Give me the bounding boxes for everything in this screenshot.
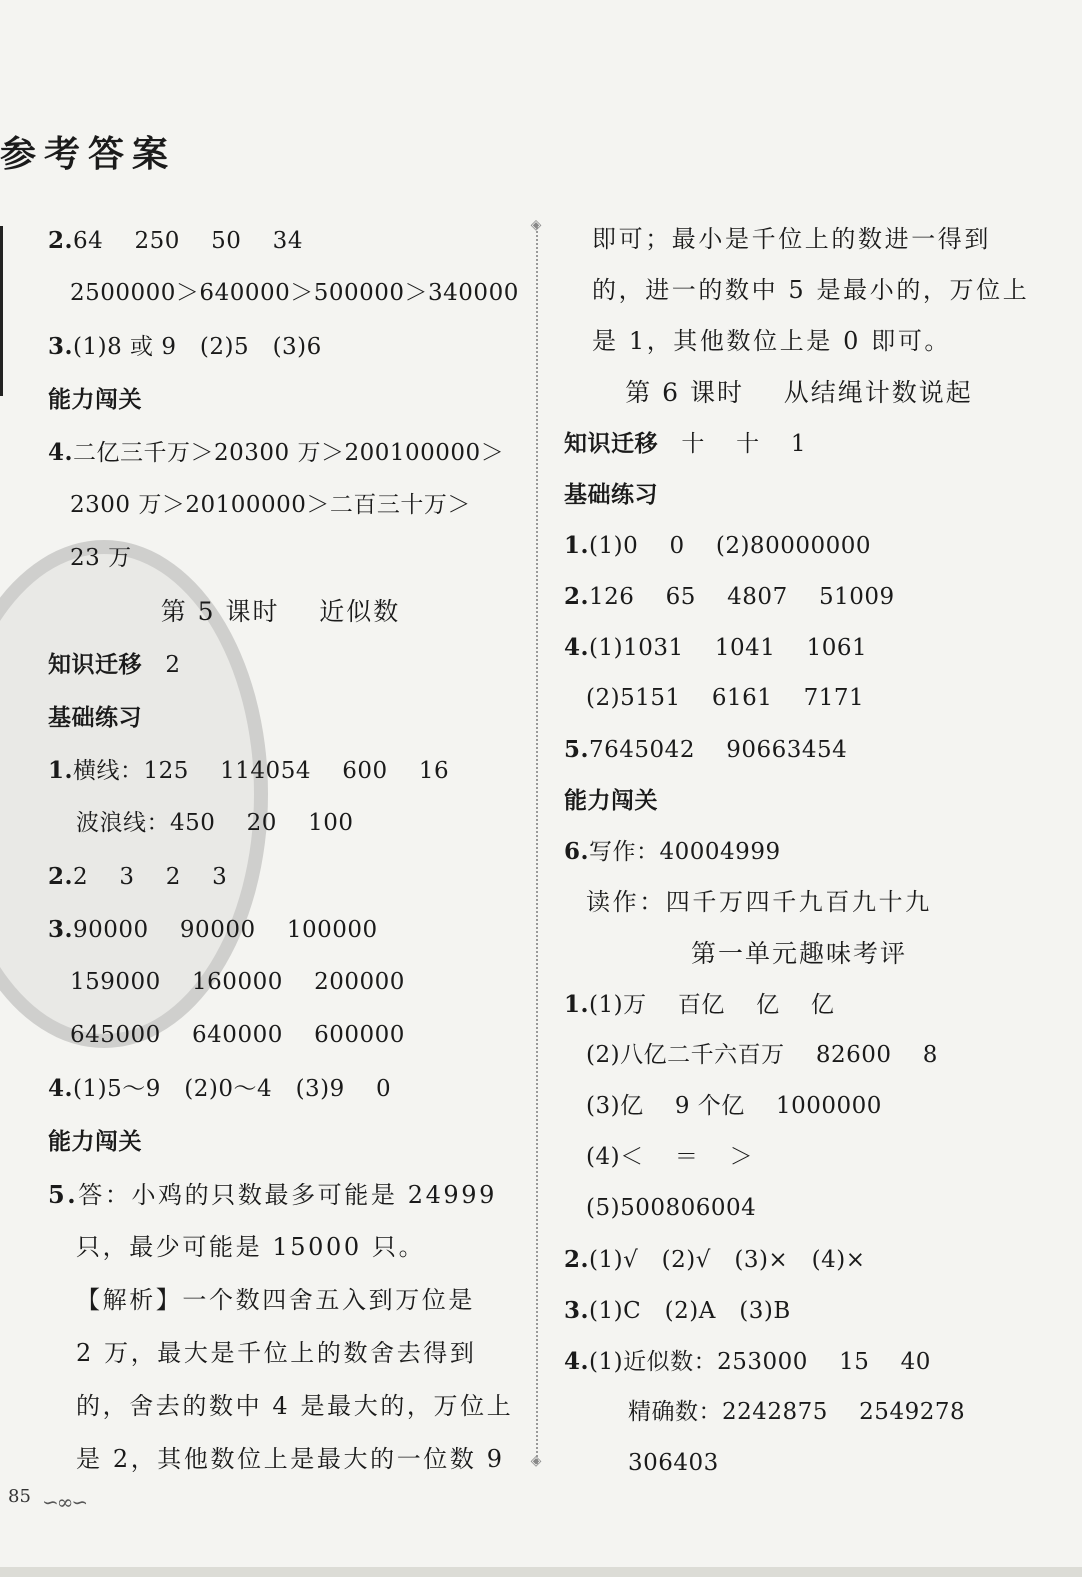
answer-line [48, 903, 513, 956]
answer-text: 306403 [628, 1450, 719, 1476]
answer-text: (2)5151 6161 7171 [586, 685, 865, 711]
question-number: 2. [48, 863, 74, 890]
answer-text: 写作：40004999 [589, 839, 781, 865]
question-number: 2. [564, 583, 590, 610]
answer-line [48, 1433, 513, 1486]
answer-text: (1)近似数：253000 15 40 [589, 1349, 931, 1375]
answer-text: 即可；最小是千位上的数进一得到 [592, 225, 991, 253]
answer-text: (3)亿 9 个亿 1000000 [586, 1093, 882, 1119]
left-column [48, 214, 519, 1486]
subsection-label: 知识迁移 [48, 651, 142, 678]
answer-line [48, 691, 513, 744]
question-number: 4. [564, 634, 590, 661]
answer-line [48, 1274, 513, 1327]
answer-text: 十 十 1 [658, 431, 807, 457]
question-number: 4. [564, 1348, 590, 1375]
answer-line [48, 373, 513, 426]
subsection-label: 能力闯关 [564, 787, 658, 814]
answer-text: 横线：125 114054 600 16 [73, 758, 450, 784]
answer-text: 645000 640000 600000 [70, 1022, 405, 1048]
answer-text: 90000 90000 100000 [73, 917, 378, 943]
answer-text: 2 万，最大是千位上的数舍去得到 [76, 1339, 477, 1367]
answer-text: 159000 160000 200000 [70, 969, 405, 995]
answer-line [48, 1221, 513, 1274]
question-number: 2. [564, 1246, 590, 1273]
answer-line [48, 426, 513, 479]
answer-text: 126 65 4807 51009 [589, 584, 895, 610]
answer-line [48, 850, 513, 903]
answer-text: (1)8 或 9 (2)5 (3)6 [73, 334, 322, 360]
question-number: 4. [48, 1075, 74, 1102]
answer-line [564, 979, 1034, 1030]
right-column [564, 214, 1034, 1489]
answer-text: 【解析】一个数四舍五入到万位是 [76, 1286, 475, 1314]
question-number: 1. [564, 991, 590, 1018]
answer-text: 的，舍去的数中 4 是最大的，万位上 [76, 1392, 514, 1420]
answer-text: 只，最少可能是 15000 只。 [76, 1233, 426, 1261]
question-number: 5. [48, 1180, 79, 1209]
answer-line [564, 826, 1034, 877]
section-heading: 第 6 课时 从结绳计数说起 [625, 378, 973, 407]
answer-line [564, 214, 1034, 265]
answer-text: (1)5～9 (2)0～4 (3)9 0 [73, 1076, 392, 1102]
answer-text: 是 1，其他数位上是 0 即可。 [592, 327, 952, 355]
subsection-label: 知识迁移 [564, 430, 658, 457]
question-number: 3. [48, 333, 74, 360]
answer-line [564, 316, 1034, 367]
answer-text: (5)500806004 [586, 1195, 757, 1221]
answer-line [48, 214, 513, 267]
answer-line [48, 532, 513, 585]
answer-line [564, 469, 1034, 520]
divider-ornament-bottom: ◈ [530, 1453, 542, 1469]
answer-line [48, 1168, 513, 1221]
question-number: 6. [564, 838, 590, 865]
answer-line [564, 520, 1034, 571]
answer-line [564, 673, 1034, 724]
answer-line [48, 1327, 513, 1380]
page-number: 85 [8, 1486, 31, 1507]
answer-text: (1)C (2)A (3)B [589, 1298, 791, 1324]
answer-line [564, 1336, 1034, 1387]
bottom-bar [0, 1567, 1082, 1577]
question-number: 3. [564, 1297, 590, 1324]
answer-text: 2 3 2 3 [73, 864, 228, 890]
answer-line [48, 1380, 513, 1433]
answer-line [48, 1062, 513, 1115]
answer-line [564, 265, 1034, 316]
answer-line [564, 571, 1034, 622]
page-title: 参考答案 [0, 133, 177, 175]
answer-text: (2)八亿二千六百万 82600 8 [586, 1042, 938, 1068]
answer-text: 波浪线：450 20 100 [76, 810, 354, 836]
column-divider [536, 224, 538, 1464]
answer-line [564, 877, 1034, 928]
answer-text: (1)0 0 (2)80000000 [589, 533, 871, 559]
subsection-label: 能力闯关 [48, 386, 142, 413]
answer-line [564, 1132, 1034, 1183]
question-number: 2. [48, 227, 74, 254]
section-heading: 第一单元趣味考评 [690, 939, 907, 968]
answer-text: 2 [142, 652, 181, 678]
answer-line [48, 267, 519, 320]
answer-line [564, 418, 1034, 469]
answer-line [48, 1115, 513, 1168]
question-number: 3. [48, 916, 74, 943]
answer-text: 精确数：2242875 2549278 [628, 1399, 966, 1425]
answer-line [48, 1009, 513, 1062]
margin-bar [0, 226, 3, 396]
subsection-label: 基础练习 [48, 704, 142, 731]
answer-text: 7645042 90663454 [589, 737, 848, 763]
question-number: 5. [564, 736, 590, 763]
answer-text: 64 250 50 34 [73, 228, 303, 254]
answer-text: (4)＜ ＝ ＞ [586, 1144, 754, 1170]
answer-line [564, 1285, 1034, 1336]
question-number: 4. [48, 439, 74, 466]
subsection-label: 能力闯关 [48, 1128, 142, 1155]
answer-line [564, 1234, 1034, 1285]
answer-line [48, 956, 513, 1009]
answer-line [564, 1183, 1034, 1234]
answer-line [48, 479, 513, 532]
answer-text: 读作：四千万四千九百九十九 [586, 888, 932, 916]
answer-text: 是 2，其他数位上是最大的一位数 9 [76, 1445, 505, 1473]
answer-line [564, 1030, 1034, 1081]
answer-line [564, 724, 1034, 775]
answer-line [48, 638, 513, 691]
section-heading: 第 5 课时 近似数 [160, 597, 401, 626]
question-number: 1. [48, 757, 74, 784]
answer-line [564, 622, 1034, 673]
cloud-ornament-icon: ∽∞∽ [42, 1490, 87, 1514]
answer-text: 2300 万＞20100000＞二百三十万＞ [70, 492, 471, 518]
answer-text: (1)万 百亿 亿 亿 [589, 992, 835, 1018]
divider-ornament-top: ◈ [530, 217, 542, 233]
answer-text: (1)1031 1041 1061 [589, 635, 868, 661]
answer-text: 23 万 [70, 545, 132, 571]
answer-line [48, 744, 513, 797]
answer-line [564, 1081, 1034, 1132]
subsection-label: 基础练习 [564, 481, 658, 508]
answer-text: 的，进一的数中 5 是最小的，万位上 [592, 276, 1030, 304]
question-number: 1. [564, 532, 590, 559]
answer-line [564, 1387, 1034, 1438]
answer-text: 答：小鸡的只数最多可能是 24999 [78, 1181, 498, 1209]
answer-text: (1)√ (2)√ (3)× (4)× [589, 1247, 866, 1273]
answer-line [48, 320, 513, 373]
answer-text: 2500000＞640000＞500000＞340000 [70, 280, 519, 306]
answer-line [564, 775, 1034, 826]
answer-line [564, 1438, 1034, 1489]
answer-line [48, 797, 513, 850]
answer-text: 二亿三千万＞20300 万＞200100000＞ [73, 440, 505, 466]
